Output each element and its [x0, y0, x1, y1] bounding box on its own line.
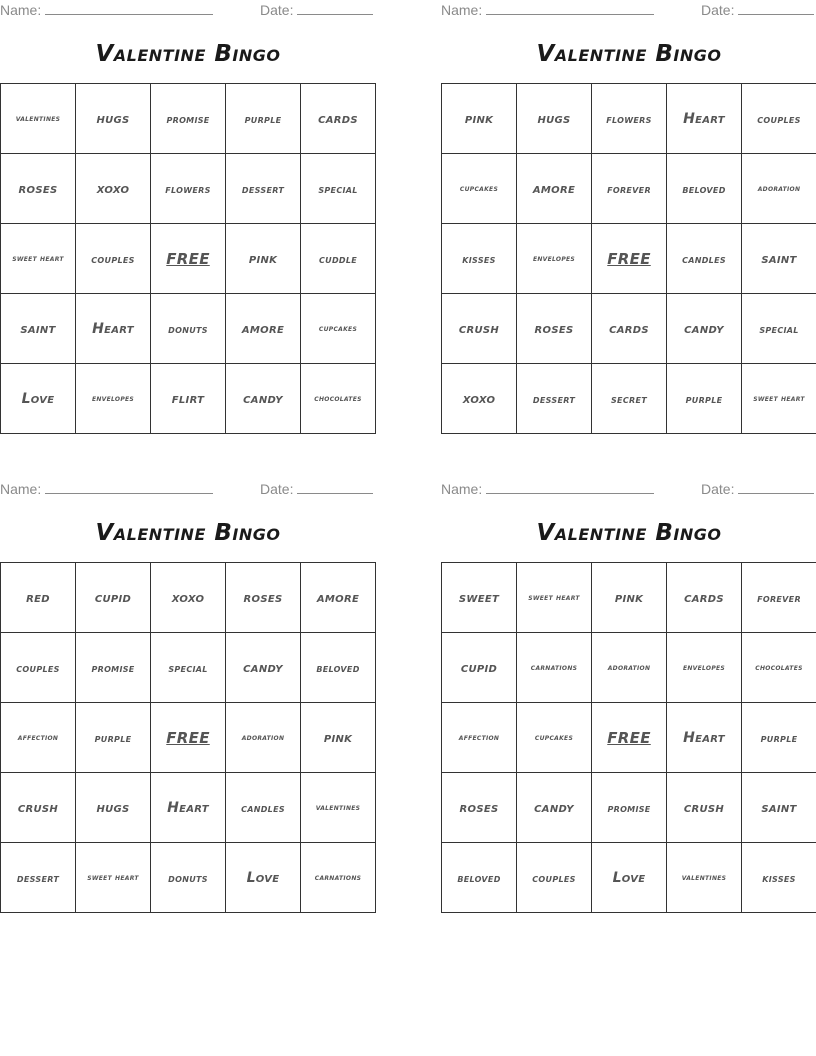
- bingo-cell: sweet heart: [517, 563, 592, 633]
- card-title: Valentine Bingo: [536, 41, 722, 67]
- bingo-cell: special: [742, 294, 816, 364]
- bingo-cell: crush: [667, 773, 742, 843]
- bingo-cell: saint: [742, 224, 816, 294]
- bingo-grid: [441, 562, 816, 913]
- date-field: [260, 2, 373, 18]
- bingo-cell: adoration: [592, 633, 667, 703]
- bingo-cell: purple: [667, 364, 742, 434]
- date-label: Date:: [701, 481, 735, 497]
- bingo-row: [442, 703, 816, 773]
- date-line: [297, 2, 373, 15]
- bingo-cell: xoxo: [76, 154, 151, 224]
- date-field: [701, 2, 814, 18]
- bingo-cell: carnations: [517, 633, 592, 703]
- bingo-cell: xoxo: [151, 563, 226, 633]
- date-label: Date:: [701, 2, 735, 18]
- bingo-card: [0, 479, 376, 886]
- bingo-cell: amore: [301, 563, 376, 633]
- name-label: Name:: [0, 2, 42, 18]
- bingo-cell: roses: [442, 773, 517, 843]
- bingo-cell: roses: [226, 563, 301, 633]
- bingo-cell: envelopes: [667, 633, 742, 703]
- name-line: [486, 2, 654, 15]
- bingo-cell: couples: [1, 633, 76, 703]
- bingo-cell: pink: [226, 224, 301, 294]
- name-label: Name:: [441, 2, 483, 18]
- bingo-cell: hugs: [517, 84, 592, 154]
- bingo-cell: secret: [592, 364, 667, 434]
- bingo-cell: Love: [592, 843, 667, 913]
- bingo-cell: beloved: [667, 154, 742, 224]
- bingo-cell: carnations: [301, 843, 376, 913]
- free-space: FREE: [151, 703, 226, 773]
- bingo-cell: promise: [151, 84, 226, 154]
- name-field: [0, 481, 213, 497]
- free-space: FREE: [151, 224, 226, 294]
- bingo-cell: chocolates: [742, 633, 816, 703]
- bingo-cell: cards: [667, 563, 742, 633]
- bingo-cell: dessert: [226, 154, 301, 224]
- bingo-cell: candy: [226, 633, 301, 703]
- bingo-grid: [441, 83, 816, 434]
- card-header: [0, 0, 376, 22]
- bingo-cell: sweet heart: [1, 224, 76, 294]
- bingo-cell: Heart: [151, 773, 226, 843]
- bingo-cell: roses: [1, 154, 76, 224]
- card-header: [441, 479, 816, 501]
- bingo-cell: dessert: [1, 843, 76, 913]
- date-field: [701, 481, 814, 497]
- date-field: [260, 481, 373, 497]
- bingo-cell: chocolates: [301, 364, 376, 434]
- bingo-cell: donuts: [151, 843, 226, 913]
- bingo-cell: promise: [592, 773, 667, 843]
- bingo-cell: cupid: [442, 633, 517, 703]
- bingo-cell: valentines: [301, 773, 376, 843]
- bingo-card: [441, 0, 816, 407]
- bingo-cell: cards: [592, 294, 667, 364]
- bingo-row: [1, 843, 376, 913]
- card-title: Valentine Bingo: [95, 520, 281, 546]
- bingo-row: [1, 703, 376, 773]
- name-field: [0, 2, 213, 18]
- bingo-row: [442, 633, 816, 703]
- date-line: [297, 481, 373, 494]
- bingo-cell: Love: [226, 843, 301, 913]
- bingo-row: [442, 294, 816, 364]
- bingo-cell: cupcakes: [301, 294, 376, 364]
- bingo-cell: candles: [667, 224, 742, 294]
- card-header: [0, 479, 376, 501]
- bingo-cell: Heart: [667, 703, 742, 773]
- card-title: Valentine Bingo: [536, 520, 722, 546]
- bingo-row: [1, 364, 376, 434]
- bingo-cell: crush: [1, 773, 76, 843]
- bingo-cell: special: [301, 154, 376, 224]
- bingo-cell: envelopes: [517, 224, 592, 294]
- bingo-cell: candy: [667, 294, 742, 364]
- bingo-row: [442, 773, 816, 843]
- bingo-cell: pink: [592, 563, 667, 633]
- bingo-cell: kisses: [742, 843, 816, 913]
- bingo-row: [1, 224, 376, 294]
- bingo-cell: cupcakes: [517, 703, 592, 773]
- bingo-cell: cupcakes: [442, 154, 517, 224]
- bingo-cell: beloved: [442, 843, 517, 913]
- bingo-cell: envelopes: [76, 364, 151, 434]
- bingo-cell: cards: [301, 84, 376, 154]
- bingo-cell: kisses: [442, 224, 517, 294]
- bingo-cell: red: [1, 563, 76, 633]
- free-space: FREE: [592, 703, 667, 773]
- bingo-grid: [0, 562, 376, 913]
- bingo-row: [1, 84, 376, 154]
- bingo-cell: Love: [1, 364, 76, 434]
- bingo-cell: candles: [226, 773, 301, 843]
- bingo-row: [442, 84, 816, 154]
- bingo-cell: purple: [76, 703, 151, 773]
- bingo-cell: cupid: [76, 563, 151, 633]
- bingo-cell: special: [151, 633, 226, 703]
- date-line: [738, 2, 814, 15]
- bingo-cell: couples: [517, 843, 592, 913]
- bingo-cell: flowers: [151, 154, 226, 224]
- bingo-cell: xoxo: [442, 364, 517, 434]
- bingo-cell: adoration: [226, 703, 301, 773]
- bingo-row: [1, 773, 376, 843]
- bingo-cell: couples: [742, 84, 816, 154]
- bingo-cell: purple: [742, 703, 816, 773]
- free-space: FREE: [592, 224, 667, 294]
- bingo-cell: flirt: [151, 364, 226, 434]
- bingo-cell: beloved: [301, 633, 376, 703]
- bingo-cell: donuts: [151, 294, 226, 364]
- bingo-cell: purple: [226, 84, 301, 154]
- bingo-row: [1, 294, 376, 364]
- name-field: [441, 481, 654, 497]
- name-line: [45, 2, 213, 15]
- bingo-cell: hugs: [76, 773, 151, 843]
- bingo-cell: affection: [1, 703, 76, 773]
- bingo-cell: sweet heart: [742, 364, 816, 434]
- card-title: Valentine Bingo: [95, 41, 281, 67]
- bingo-cell: pink: [301, 703, 376, 773]
- bingo-row: [442, 563, 816, 633]
- bingo-cell: saint: [1, 294, 76, 364]
- bingo-cell: candy: [517, 773, 592, 843]
- bingo-cell: flowers: [592, 84, 667, 154]
- bingo-row: [1, 563, 376, 633]
- bingo-cell: cuddle: [301, 224, 376, 294]
- bingo-cell: adoration: [742, 154, 816, 224]
- bingo-row: [442, 224, 816, 294]
- bingo-row: [1, 633, 376, 703]
- bingo-row: [1, 154, 376, 224]
- bingo-cell: Heart: [667, 84, 742, 154]
- bingo-cell: forever: [592, 154, 667, 224]
- bingo-cell: valentines: [667, 843, 742, 913]
- name-field: [441, 2, 654, 18]
- name-line: [486, 481, 654, 494]
- bingo-cell: valentines: [1, 84, 76, 154]
- bingo-cell: candy: [226, 364, 301, 434]
- bingo-cell: crush: [442, 294, 517, 364]
- name-line: [45, 481, 213, 494]
- bingo-cell: roses: [517, 294, 592, 364]
- date-line: [738, 481, 814, 494]
- bingo-row: [442, 154, 816, 224]
- bingo-grid: [0, 83, 376, 434]
- name-label: Name:: [0, 481, 42, 497]
- bingo-card: [0, 0, 376, 407]
- bingo-row: [442, 843, 816, 913]
- bingo-cell: hugs: [76, 84, 151, 154]
- bingo-cell: amore: [517, 154, 592, 224]
- bingo-cell: Heart: [76, 294, 151, 364]
- bingo-cell: saint: [742, 773, 816, 843]
- bingo-cell: affection: [442, 703, 517, 773]
- bingo-cell: pink: [442, 84, 517, 154]
- card-header: [441, 0, 816, 22]
- bingo-cell: amore: [226, 294, 301, 364]
- bingo-cell: couples: [76, 224, 151, 294]
- bingo-cell: sweet heart: [76, 843, 151, 913]
- bingo-row: [442, 364, 816, 434]
- bingo-cell: dessert: [517, 364, 592, 434]
- bingo-card: [441, 479, 816, 886]
- date-label: Date:: [260, 2, 294, 18]
- date-label: Date:: [260, 481, 294, 497]
- bingo-cell: forever: [742, 563, 816, 633]
- bingo-cell: sweet: [442, 563, 517, 633]
- name-label: Name:: [441, 481, 483, 497]
- bingo-cell: promise: [76, 633, 151, 703]
